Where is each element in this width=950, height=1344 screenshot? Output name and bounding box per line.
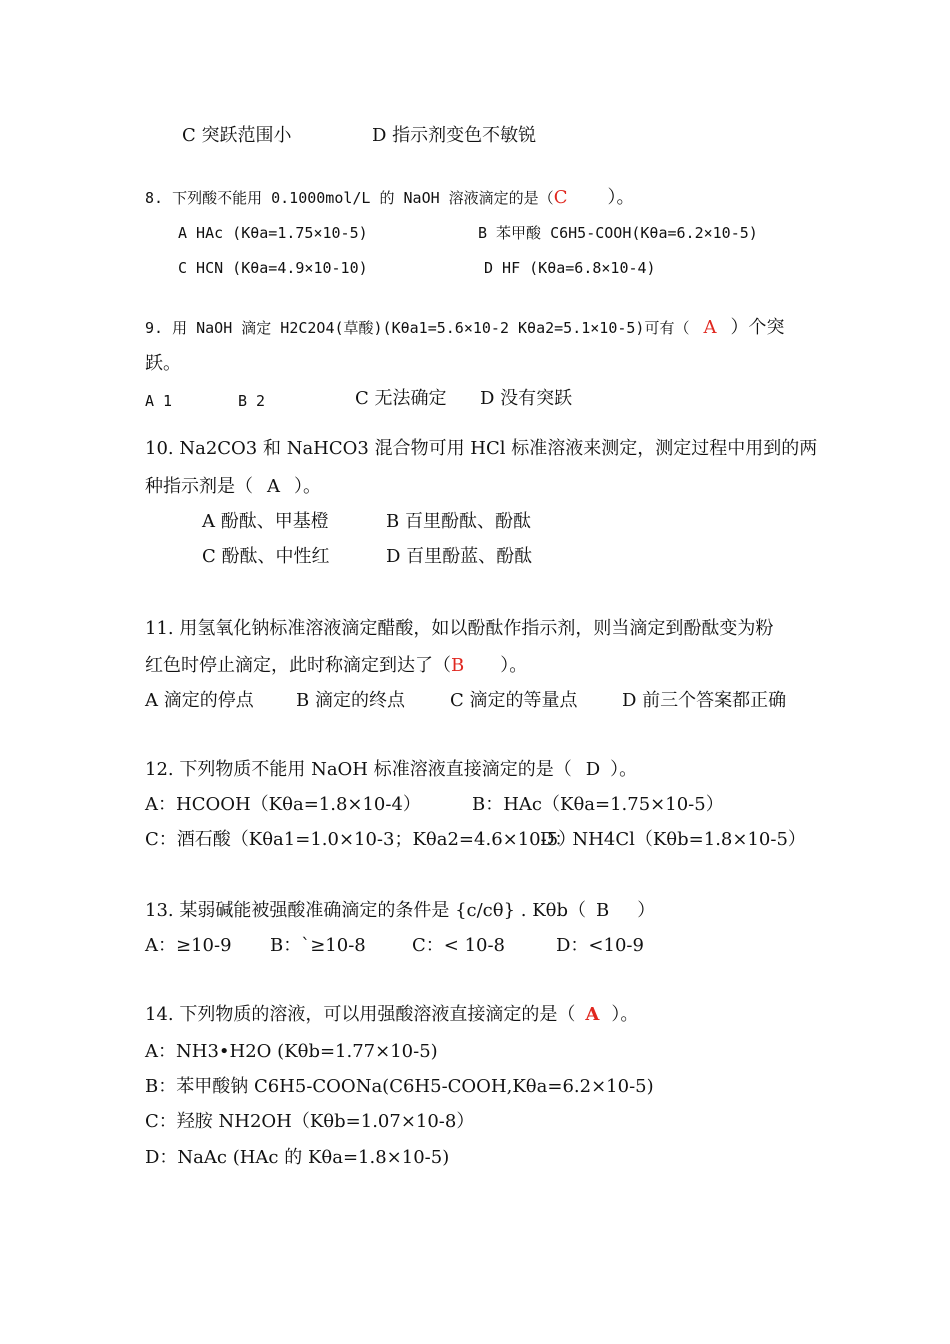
q9-stem-line2: 跃。 [145, 353, 181, 374]
q11-option-c: C 滴定的等量点 [450, 690, 578, 711]
q10-option-c: C 酚酞、中性红 [202, 546, 330, 567]
q9-stem: 9. 用 NaOH 滴定 H2C2O4(草酸)(Kθa1=5.6×10-2 Kθa2=5.1×10-5)可有（ A ）个突 [145, 317, 785, 338]
q14-option-a: A：NH3•H2O (Kθb=1.77×10-5) [145, 1041, 438, 1062]
q8-stem: 8. 下列酸不能用 0.1000mol/L 的 NaOH 溶液滴定的是（C ）。 [145, 187, 635, 208]
q9-option-b: B 2 [238, 392, 266, 410]
q11-option-b: B 滴定的终点 [296, 690, 405, 711]
q13-answer: B [596, 900, 610, 921]
q11-answer: B [451, 655, 465, 676]
q11-stem: 11. 用氢氧化钠标准溶液滴定醋酸，如以酚酞作指示剂，则当滴定到酚酞变为粉 [145, 618, 774, 639]
q14-answer: A [585, 1004, 600, 1025]
q13-option-a: A：≥10-9 [145, 935, 232, 956]
q11-option-a: A 滴定的停点 [145, 690, 254, 711]
q10-option-b: B 百里酚酞、酚酞 [386, 511, 531, 532]
q10-answer: A [267, 476, 280, 497]
q8-option-b: B 苯甲酸 C6H5-COOH(Kθa=6.2×10-5) [478, 224, 758, 242]
q8-stem-text: 8. 下列酸不能用 0.1000mol/L 的 NaOH 溶液滴定的是（ [145, 189, 554, 207]
q11-stem-line2: 红色时停止滴定，此时称滴定到达了（B ）。 [145, 655, 528, 676]
q8-option-c: C HCN (Kθa=4.9×10-10) [178, 259, 368, 277]
q14-option-c: C：羟胺 NH2OH（Kθb=1.07×10-8） [145, 1111, 475, 1132]
q10-option-a: A 酚酞、甲基橙 [202, 511, 329, 532]
q9-option-a: A 1 [145, 392, 173, 410]
q12-stem: 12. 下列物质不能用 NaOH 标准溶液直接滴定的是（ D ）。 [145, 759, 638, 780]
q14-stem: 14. 下列物质的溶液，可以用强酸溶液直接滴定的是（ A ）。 [145, 1004, 639, 1025]
q10-stem: 10. Na2CO3 和 NaHCO3 混合物可用 HCl 标准溶液来测定，测定过程中用到的两 [145, 438, 818, 459]
q7-option-d: D 指示剂变色不敏锐 [372, 125, 537, 146]
q12-option-d: D：NH4Cl（Kθb=1.8×10-5） [540, 829, 806, 850]
q12-option-c: C：酒石酸（Kθa1=1.0×10-3；Kθa2=4.6×10-5） [145, 829, 577, 850]
q14-option-b: B：苯甲酸钠 C6H5-COONa(C6H5-COOH,Kθa=6.2×10-5) [145, 1076, 654, 1097]
q9-option-c: C 无法确定 [355, 388, 447, 409]
q8-answer: C [553, 187, 568, 208]
q12-option-b: B：HAc（Kθa=1.75×10-5） [472, 794, 724, 815]
q13-option-b: B：`≥10-8 [270, 935, 366, 956]
q13-option-c: C：< 10-8 [412, 935, 506, 956]
q14-option-d: D：NaAc (HAc 的 Kθa=1.8×10-5) [145, 1147, 450, 1168]
q7-option-c: C 突跃范围小 [182, 125, 292, 146]
q10-stem-line2: 种指示剂是（ A ）。 [145, 476, 321, 497]
q8-option-a: A HAc (Kθa=1.75×10-5) [178, 224, 368, 242]
q8-option-d: D HF (Kθa=6.8×10-4) [484, 259, 656, 277]
q13-option-d: D：<10-9 [556, 935, 644, 956]
q9-option-d: D 没有突跃 [480, 388, 573, 409]
q10-option-d: D 百里酚蓝、酚酞 [386, 546, 533, 567]
q12-answer: D [585, 759, 601, 780]
q11-option-d: D 前三个答案都正确 [622, 690, 787, 711]
q13-stem: 13. 某弱碱能被强酸准确滴定的条件是 {c/cθ} . Kθb（ B ） [145, 900, 656, 921]
q12-option-a: A：HCOOH（Kθa=1.8×10-4） [145, 794, 421, 815]
q9-answer: A [703, 317, 717, 338]
